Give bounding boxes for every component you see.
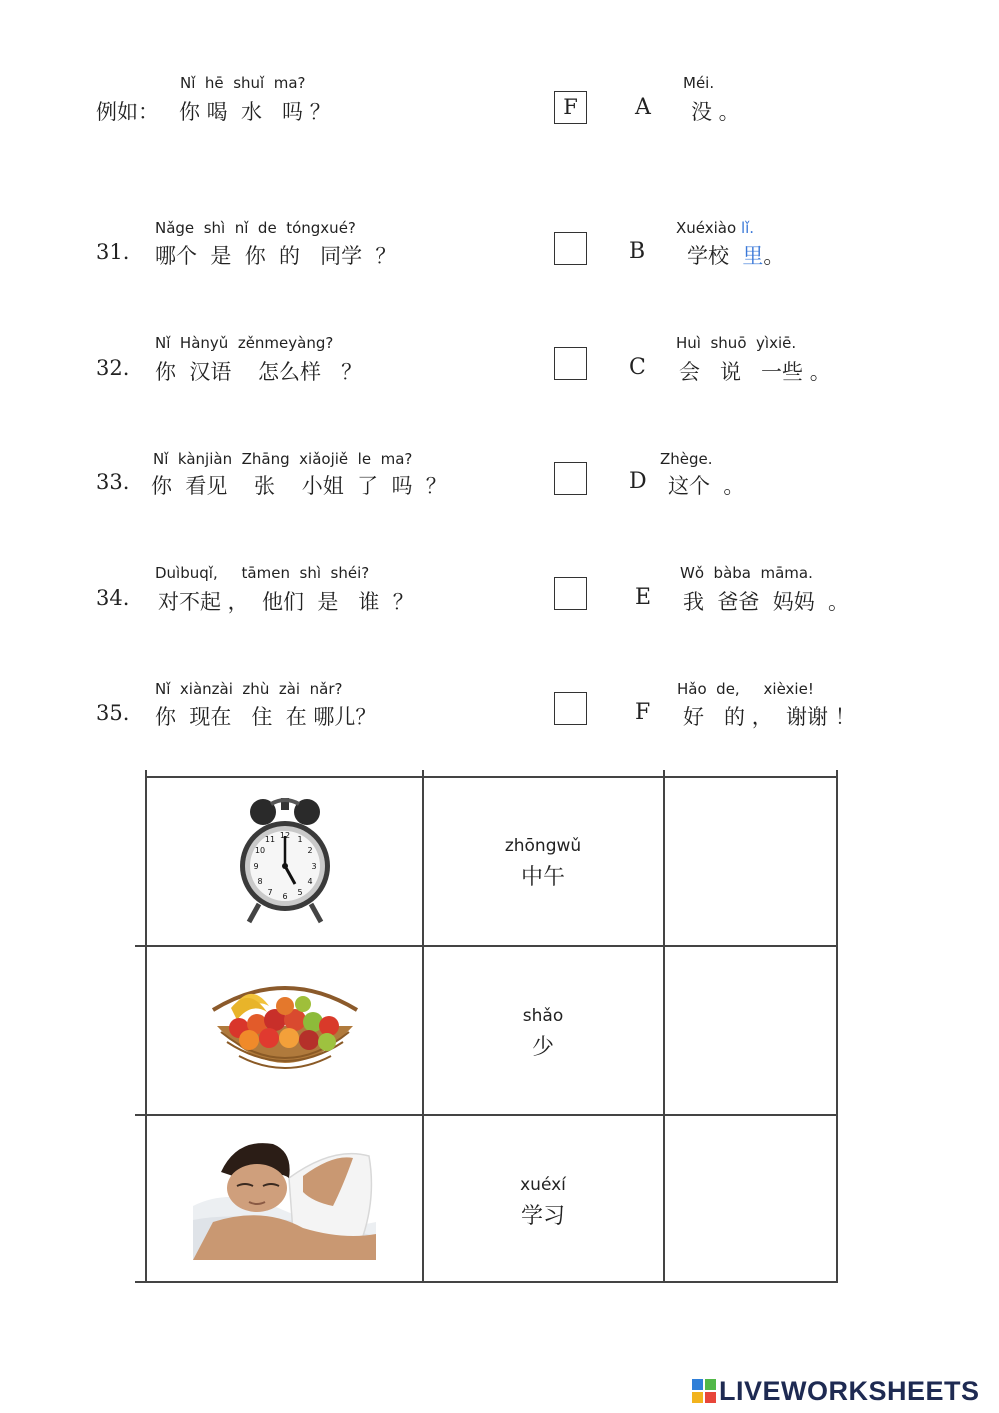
option-a-pinyin: Méi. [683, 74, 715, 92]
logo-text: LIVEWORKSHEETS [719, 1375, 980, 1406]
question-32-number: 32. [96, 356, 130, 380]
option-a-text: 没 。 [691, 100, 740, 124]
option-f-pinyin: Hǎo de, xièxie! [677, 680, 814, 698]
option-b-text: 学校 里。 [687, 244, 785, 268]
question-33-number: 33. [96, 470, 130, 494]
option-d-pinyin: Zhège. [660, 450, 713, 468]
option-c-pinyin: Huì shuō yìxiē. [676, 334, 797, 352]
question-31-text: 哪个 是 你 的 同学 ？ [155, 244, 397, 268]
vocab-1-hanzi: 中午 [520, 865, 565, 890]
svg-text:2: 2 [307, 846, 313, 855]
fruit-basket-image [209, 980, 361, 1084]
option-c-text: 会 说 一些 。 [679, 360, 831, 384]
vocab-2-hanzi: 少 [531, 1035, 554, 1060]
vocab-2-answer-cell[interactable] [665, 947, 835, 1113]
vocab-1-answer-cell[interactable] [665, 778, 835, 944]
example-question: 你 喝 水 吗 ？ [179, 100, 331, 124]
svg-text:1: 1 [297, 835, 303, 844]
option-letter-d: D [629, 469, 647, 494]
question-34-text: 对不起 ， 他们 是 谁 ？ [158, 590, 414, 614]
svg-text:7: 7 [267, 888, 273, 897]
question-34-number: 34. [96, 586, 130, 610]
option-letter-f: F [635, 700, 651, 725]
question-31-pinyin: Nǎge shì nǐ de tóngxué? [155, 219, 356, 237]
svg-text:11: 11 [264, 835, 276, 844]
logo-blocks-icon [691, 1378, 717, 1404]
svg-text:5: 5 [297, 888, 303, 897]
option-letter-e: E [635, 585, 652, 610]
vocab-3-pinyin: xuéxí [520, 1175, 566, 1195]
table-line [135, 1281, 838, 1283]
question-33-text: 你 看见 张 小姐 了 吗 ？ [151, 474, 447, 498]
question-33-pinyin: Nǐ kànjiàn Zhāng xiǎojiě le ma? [153, 450, 413, 468]
svg-text:9: 9 [253, 862, 259, 871]
question-35-text: 你 现在 住 在 哪儿？ [155, 705, 377, 729]
example-answer-box: F [554, 91, 587, 124]
vocab-3-answer-cell[interactable] [665, 1116, 835, 1280]
answer-box-31[interactable] [554, 232, 587, 265]
option-e-pinyin: Wǒ bàba māma. [680, 564, 813, 582]
option-f-text: 好 的 ， 谢谢 ！ [683, 705, 856, 729]
question-34-pinyin: Duìbuqǐ, tāmen shì shéi? [155, 564, 370, 582]
svg-text:12: 12 [279, 831, 291, 840]
svg-text:10: 10 [254, 846, 266, 855]
question-32-text: 你 汉语 怎么样 ？ [155, 360, 363, 384]
answer-box-33[interactable] [554, 462, 587, 495]
question-35-pinyin: Nǐ xiànzài zhù zài nǎr? [155, 680, 343, 698]
vocab-3-hanzi: 学习 [520, 1204, 565, 1229]
example-label: 例如： [96, 100, 159, 124]
table-line [145, 770, 147, 1282]
option-letter-a: A [635, 95, 651, 120]
svg-text:6: 6 [282, 892, 288, 901]
vocab-1-pinyin: zhōngwǔ [504, 836, 582, 856]
vocab-table [145, 776, 838, 1282]
svg-text:4: 4 [307, 877, 313, 886]
question-32-pinyin: Nǐ Hànyǔ zěnmeyàng? [155, 334, 334, 352]
answer-box-32[interactable] [554, 347, 587, 380]
option-b-pinyin: Xuéxiào lǐ. [676, 219, 755, 237]
option-e-text: 我 爸爸 妈妈 。 [683, 590, 850, 614]
answer-box-34[interactable] [554, 577, 587, 610]
option-d-text: 这个 。 [668, 474, 745, 498]
example-question-pinyin: Nǐ hē shuǐ ma? [180, 74, 306, 92]
option-letter-c: C [629, 355, 646, 380]
table-line [836, 770, 838, 1282]
question-31-number: 31. [96, 240, 130, 264]
alarm-clock-image [237, 796, 333, 926]
option-b-pinyin-highlight: lǐ. [740, 219, 755, 237]
question-35-number: 35. [96, 701, 130, 725]
sleeping-man-image [193, 1136, 376, 1260]
answer-box-35[interactable] [554, 692, 587, 725]
option-letter-b: B [629, 239, 646, 264]
option-b-text-highlight: 里 [742, 244, 764, 268]
vocab-2-pinyin: shǎo [522, 1006, 564, 1026]
liveworksheets-logo [691, 1376, 980, 1406]
svg-text:8: 8 [257, 877, 263, 886]
svg-text:3: 3 [311, 862, 317, 871]
